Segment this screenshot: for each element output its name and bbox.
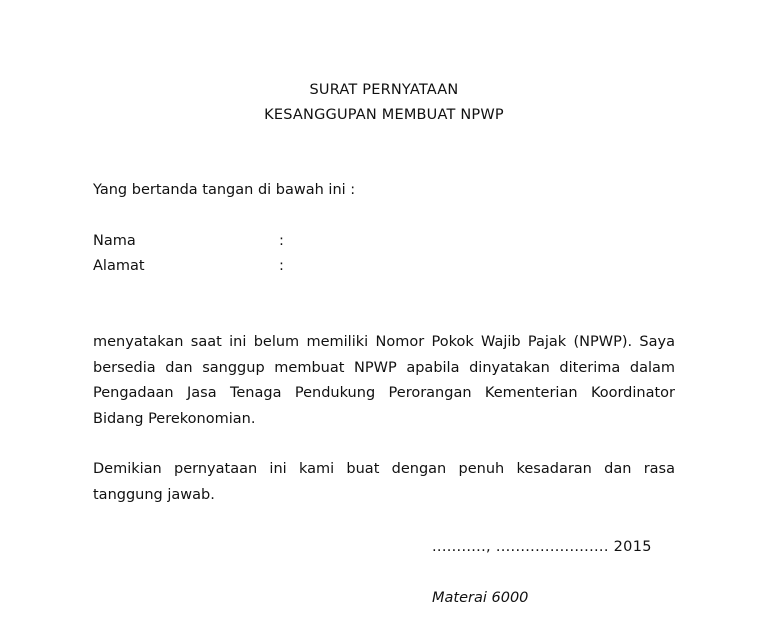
- field-alamat-label: Alamat: [93, 258, 145, 274]
- statement-paragraph: menyatakan saat ini belum memiliki Nomor Pokok Wajib Pajak (NPWP). Saya bersedia dan sanggup membuat NPWP apabila dinyatakan diterima dalam Pengadaan Jasa Tenaga Pendukung Perorangan Kementerian Koordinator Bidang Perekonomian.: [93, 334, 675, 427]
- document-subtitle: KESANGGUPAN MEMBUAT NPWP: [264, 107, 504, 123]
- field-alamat-separator: :: [279, 258, 284, 274]
- field-alamat: [93, 258, 393, 278]
- place-date-line: ..........., ....................... 2015: [432, 539, 652, 555]
- closing-paragraph: Demikian pernyataan ini kami buat dengan penuh kesadaran dan rasa tanggung jawab.: [93, 461, 675, 503]
- intro-text: Yang bertanda tangan di bawah ini :: [93, 182, 356, 198]
- stamp-label: Materai 6000: [432, 590, 529, 606]
- field-nama-label: Nama: [93, 233, 136, 249]
- field-nama-separator: :: [279, 233, 284, 249]
- field-nama: [93, 233, 393, 253]
- document-title: SURAT PERNYATAAN: [309, 82, 459, 98]
